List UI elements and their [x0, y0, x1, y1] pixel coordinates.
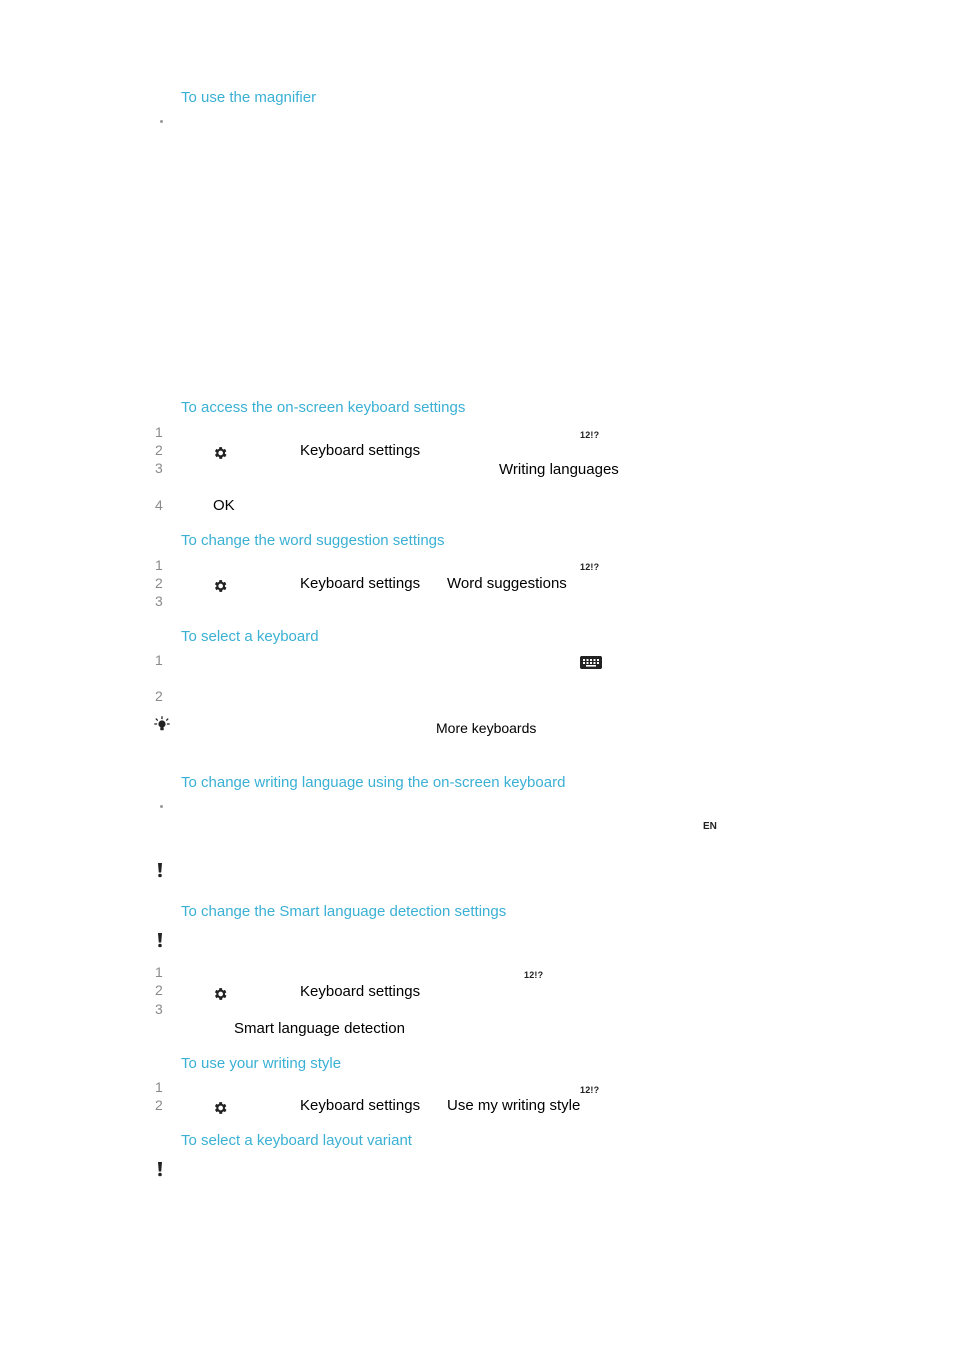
writing-languages-label: Writing languages	[499, 461, 619, 478]
step-number: 1	[155, 557, 163, 573]
gear-icon	[212, 578, 228, 594]
step-number: 2	[155, 688, 163, 704]
symbol-key-icon: 12!?	[580, 430, 600, 440]
gear-icon	[212, 1100, 228, 1116]
word-suggestions-label: Word suggestions	[447, 575, 567, 592]
gear-icon	[212, 986, 228, 1002]
keyboard-settings-label: Keyboard settings	[300, 1097, 421, 1114]
step-number: 1	[155, 652, 163, 668]
step-number: 3	[155, 1001, 163, 1017]
ok-label: OK	[213, 497, 235, 514]
heading-layout-variant: To select a keyboard layout variant	[181, 1132, 412, 1149]
heading-use-magnifier: To use the magnifier	[181, 89, 317, 106]
step-number: 3	[155, 593, 163, 609]
exclamation-icon	[157, 1161, 163, 1177]
step-number: 1	[155, 424, 163, 440]
heading-writing-language: To change writing language using the on-screen keyboard	[181, 774, 566, 791]
keyboard-settings-label: Keyboard settings	[300, 442, 421, 459]
heading-smart-language: To change the Smart language detection settings	[181, 903, 507, 920]
heading-word-suggestion: To change the word suggestion settings	[181, 532, 445, 549]
step-number: 2	[155, 442, 163, 458]
step-number: 3	[155, 460, 163, 476]
step-number: 2	[155, 575, 163, 591]
step-number: 2	[155, 1097, 163, 1113]
bullet-dot	[160, 120, 163, 123]
language-key-icon: EN	[703, 821, 717, 832]
heading-select-keyboard: To select a keyboard	[181, 628, 319, 645]
keyboard-icon	[580, 656, 602, 669]
symbol-key-icon: 12!?	[580, 1085, 600, 1095]
step-number: 1	[155, 1079, 163, 1095]
heading-keyboard-settings: To access the on-screen keyboard settings	[181, 399, 466, 416]
step-number: 1	[155, 964, 163, 980]
keyboard-settings-label: Keyboard settings	[300, 575, 421, 592]
use-my-writing-style-label: Use my writing style	[447, 1097, 581, 1114]
exclamation-icon	[157, 932, 163, 948]
exclamation-icon	[157, 862, 163, 878]
smart-language-detection-label: Smart language detection	[234, 1020, 405, 1037]
heading-writing-style: To use your writing style	[181, 1055, 342, 1072]
symbol-key-icon: 12!?	[580, 562, 600, 572]
more-keyboards-label: More keyboards	[436, 720, 537, 736]
keyboard-settings-label: Keyboard settings	[300, 983, 421, 1000]
symbol-key-icon: 12!?	[524, 970, 544, 980]
step-number: 4	[155, 497, 163, 513]
gear-icon	[212, 445, 228, 461]
bullet-dot	[160, 805, 163, 808]
step-number: 2	[155, 982, 163, 998]
lightbulb-icon	[154, 716, 170, 732]
